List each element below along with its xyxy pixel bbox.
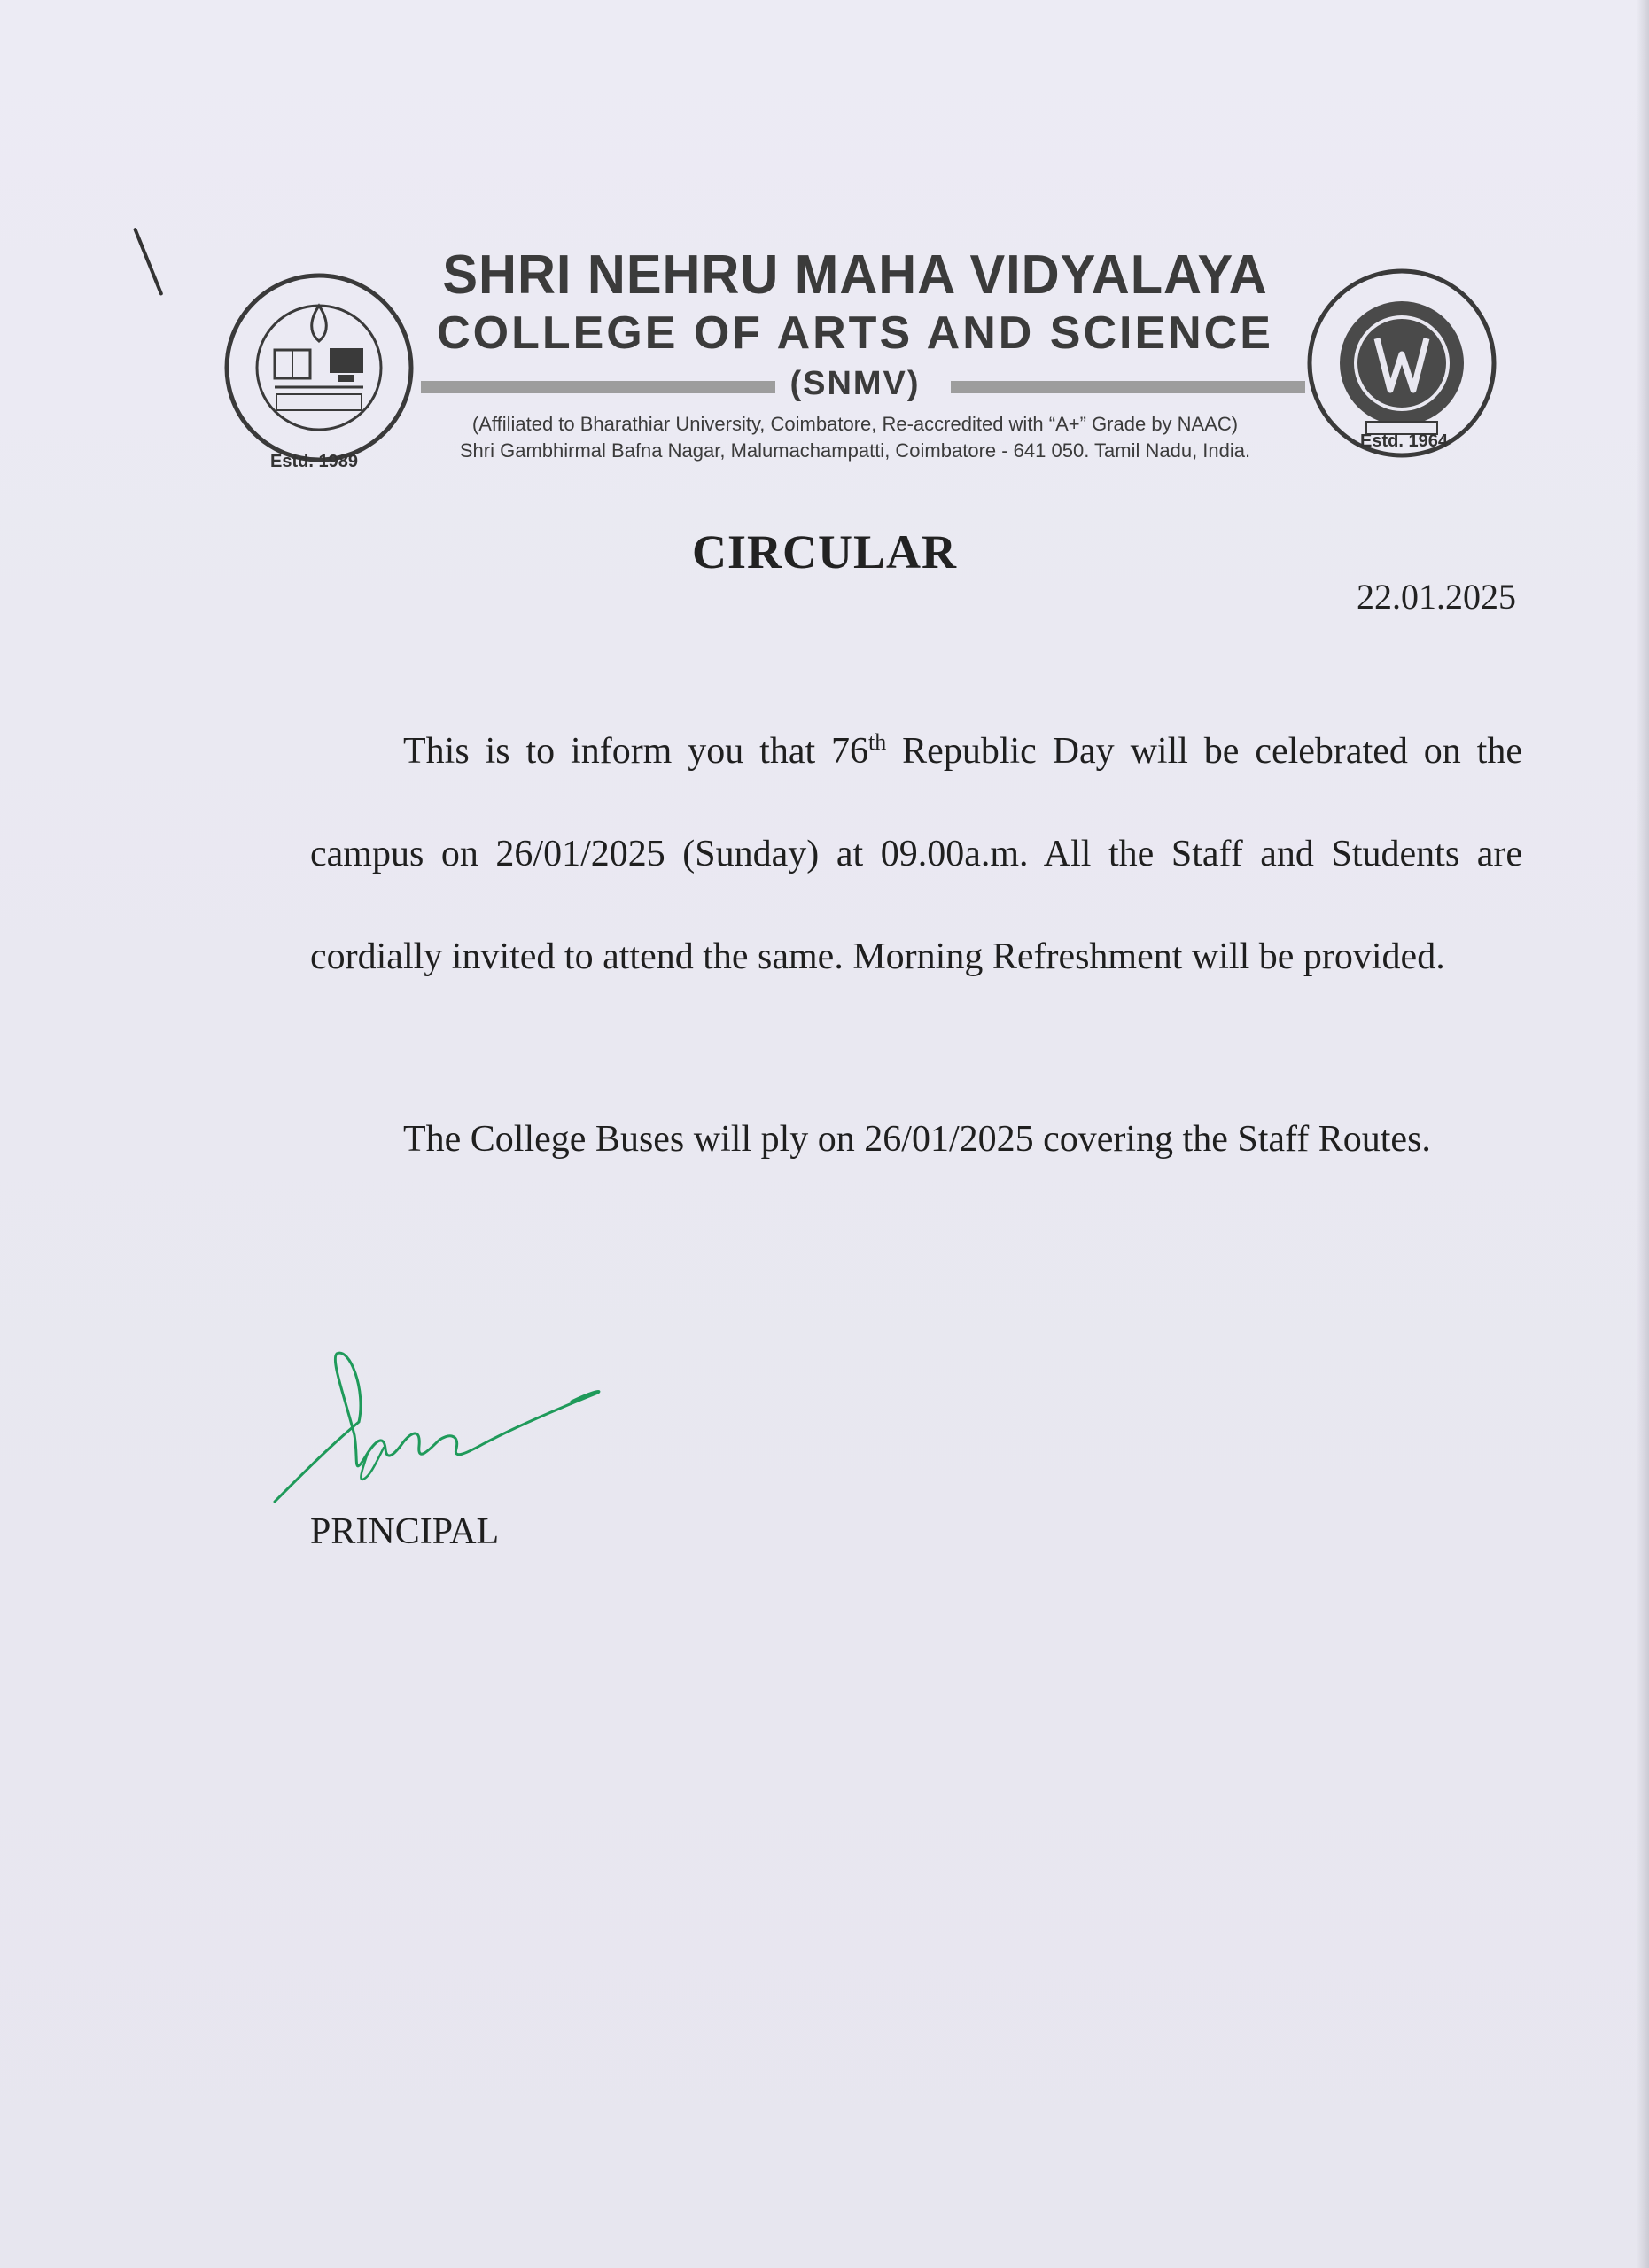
principal-signature — [270, 1338, 607, 1511]
circular-paragraph-1 — [310, 691, 1522, 1008]
affiliation-line: (Affiliated to Bharathiar University, Coimbatore, Re-accredited with “A+” Grade by NAAC) — [471, 413, 1239, 435]
ordinal-suffix: th — [868, 729, 887, 755]
paragraph-1-part-b: Republic Day will be celebrated on the campus on 26/01/2025 (Sunday) at 09.00a.m. All the Staff and Students are cordially invited to attend the same. Morning Refreshment will be provided. — [310, 731, 1522, 977]
right-seal-estd: Estd. 1964 — [1360, 431, 1448, 451]
letterhead — [222, 239, 1506, 470]
college-name: COLLEGE OF ARTS AND SCIENCE — [437, 307, 1273, 359]
institution-title-block — [412, 239, 1298, 464]
abbreviation-row — [412, 363, 1298, 406]
left-seal-estd: Estd. 1989 — [270, 452, 358, 471]
circular-paragraph-2: The College Buses will ply on 26/01/2025 covering the Staff Routes. — [403, 1119, 1431, 1160]
college-emblem-icon — [222, 270, 416, 465]
abbreviation: (SNMV) — [789, 365, 921, 402]
paragraph-1-part-a: This is to inform you that 76 — [403, 731, 869, 772]
document-date: 22.01.2025 — [1357, 577, 1516, 617]
pen-mark — [133, 228, 163, 297]
document-heading: CIRCULAR — [691, 525, 957, 579]
signatory-title: PRINCIPAL — [310, 1511, 500, 1552]
address-line: Shri Gambhirmal Bafna Nagar, Malumachampatti, Coimbatore - 641 050. Tamil Nadu, India. — [459, 439, 1251, 462]
institution-name: SHRI NEHRU MAHA VIDYALAYA — [442, 245, 1268, 306]
